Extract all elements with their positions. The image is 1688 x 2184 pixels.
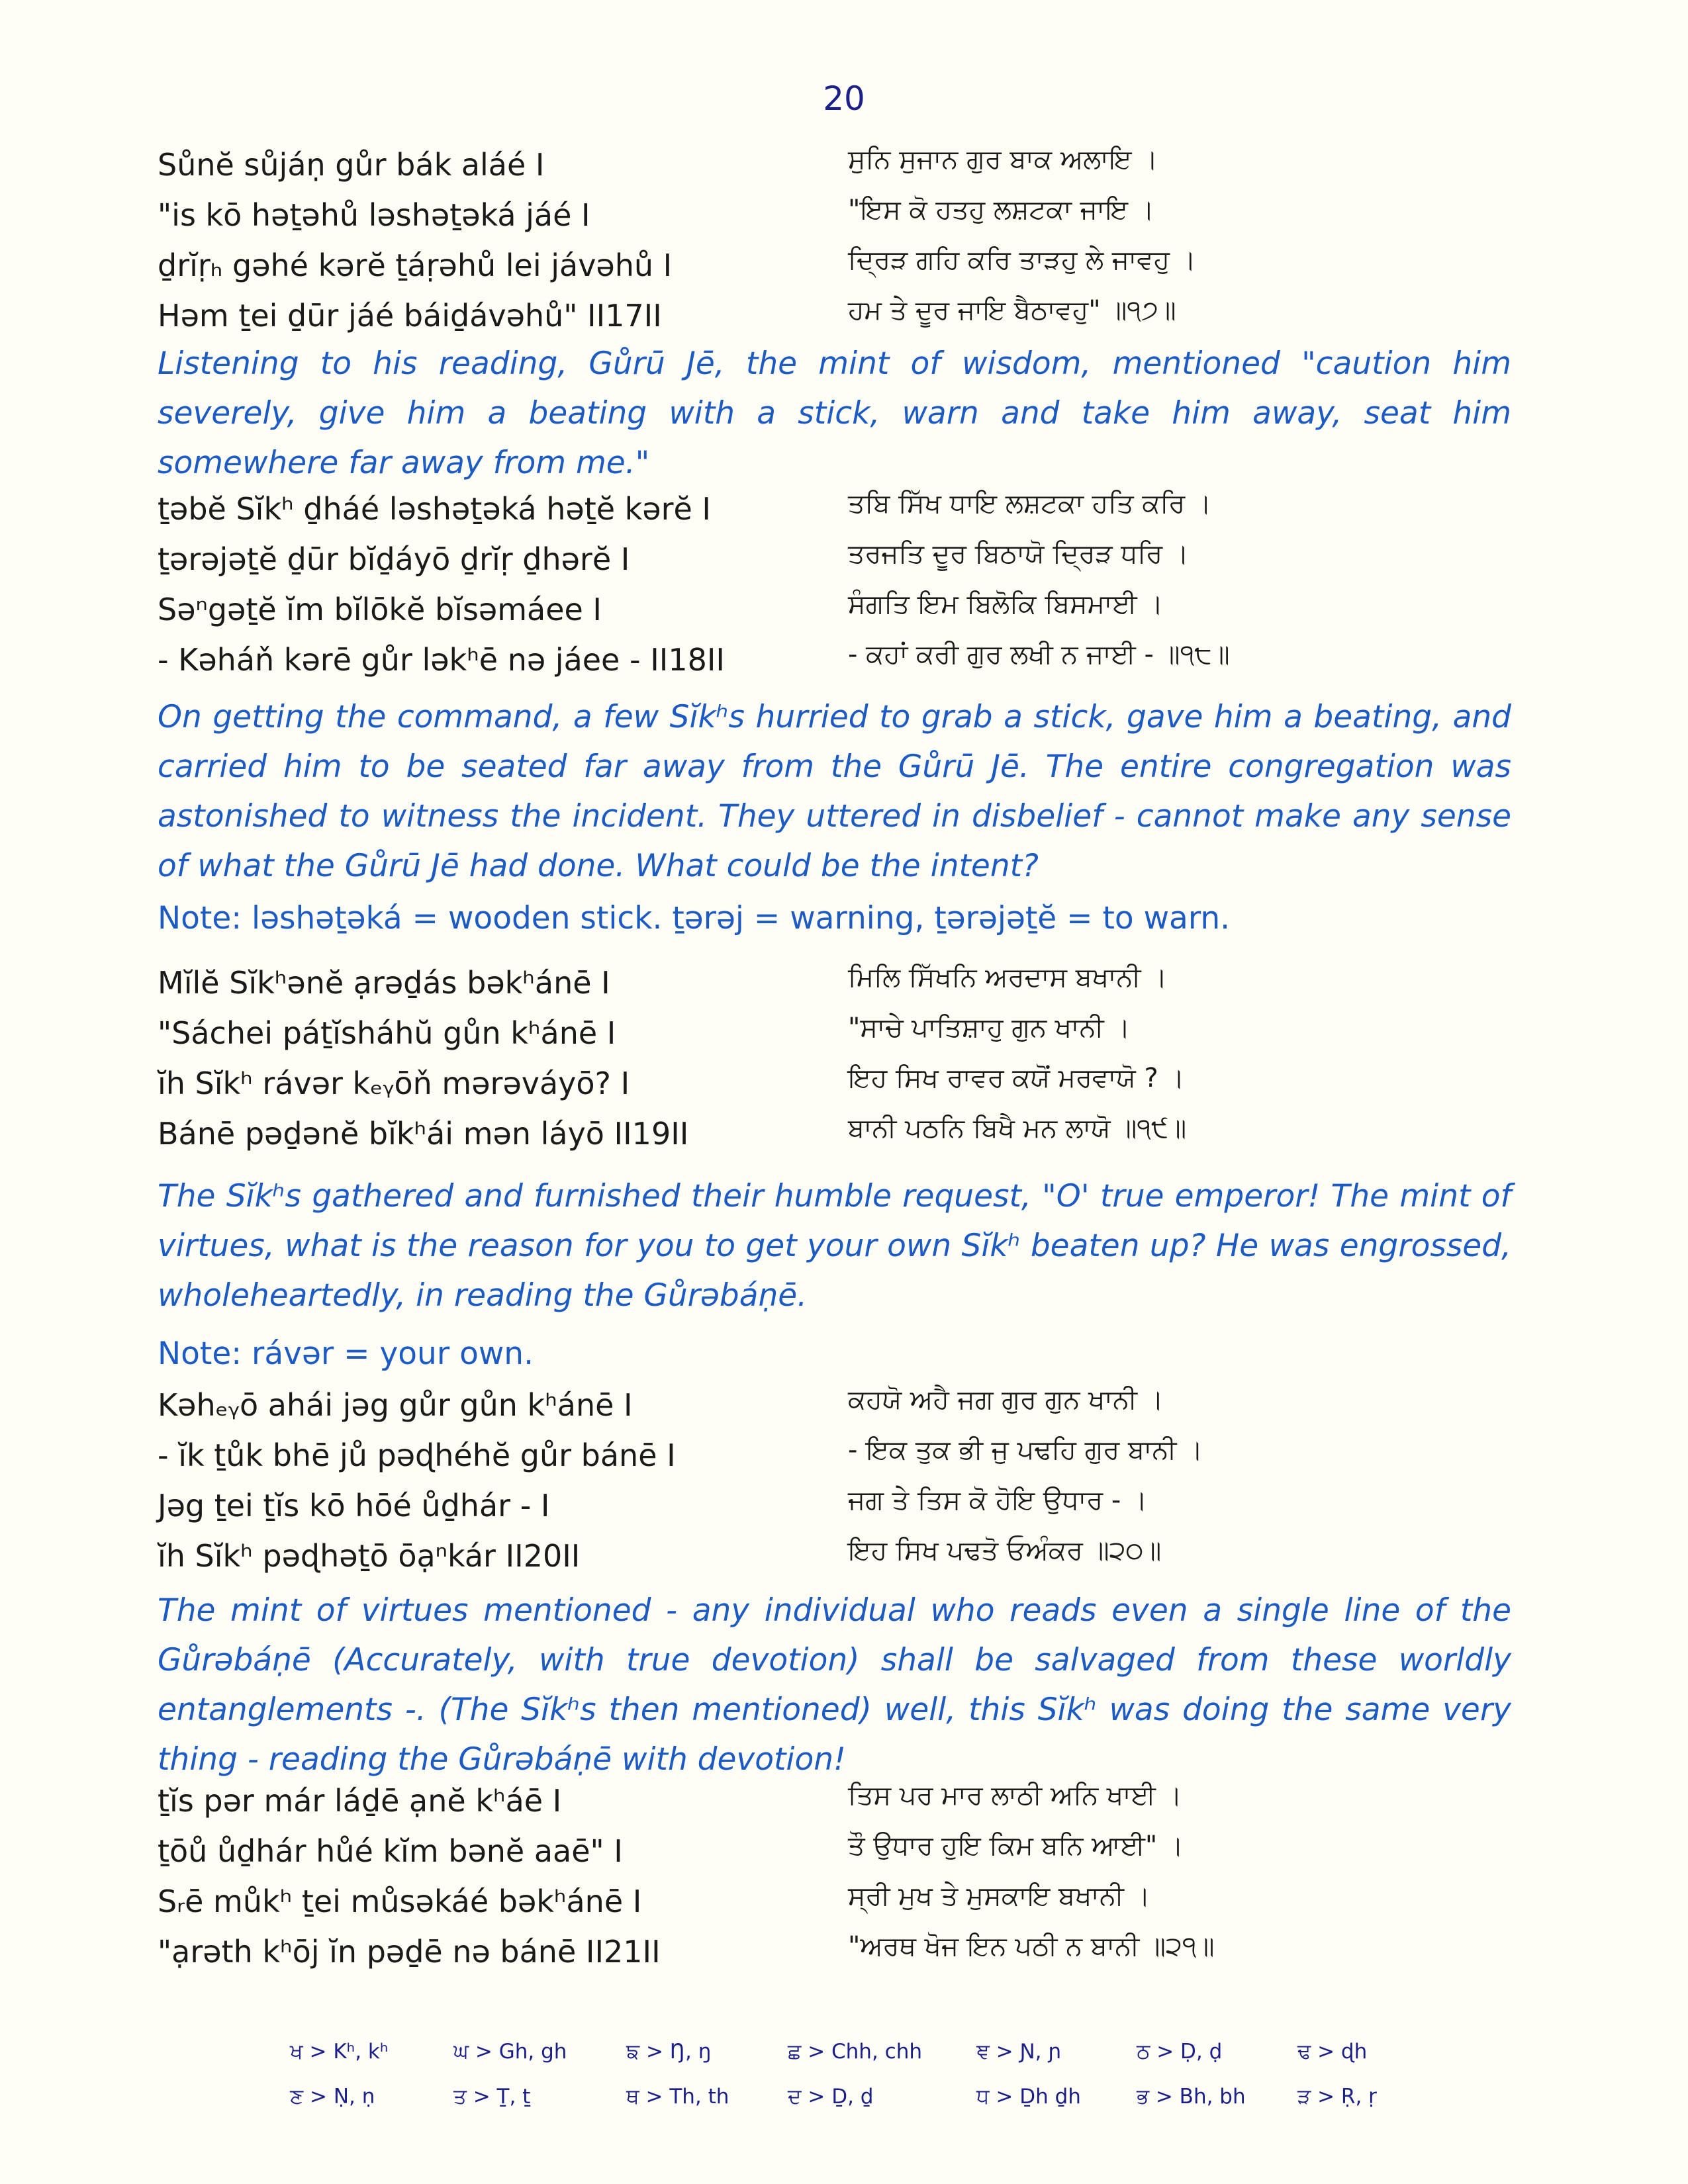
verse-gurmukhi: ਇਹ ਸਿਖ ਪਢਤੋ ਓਅੰਕਰ ॥੨੦॥ [848, 1535, 1162, 1566]
verse-stanza [158, 488, 1511, 692]
verse-line [158, 1015, 1511, 1066]
verse-line [158, 197, 1511, 248]
verse-line [158, 1535, 1511, 1588]
legend-item: ੜ > Ṛ, ṛ [1297, 2085, 1377, 2109]
verse-roman: ṯōů ůḏhár hůé kĭm bənĕ aaē" I [158, 1833, 623, 1869]
verse-line [158, 144, 1511, 197]
note [158, 893, 1511, 943]
legend-item: ਦ > Ḏ, ḏ [788, 2085, 874, 2109]
verse-gurmukhi: - ਇਕ ਤੁਕ ਭੀ ਜੁ ਪਢਹਿ ਗੁਰ ਬਾਨੀ । [848, 1435, 1203, 1465]
verse-roman: ṯĭs pər már láḏē ạnĕ kʰáē I [158, 1783, 562, 1819]
verse-roman: Mĭlĕ Sĭkʰənĕ ạrəḏás bəkʰánē I [158, 965, 610, 1001]
verse-line [158, 1063, 1511, 1116]
verse-roman: - Kəháň kərē gůr ləkʰē nə jáee - II18II [158, 642, 725, 678]
verse-roman: Sᵣē můkʰ ṯei můsəkáé bəkʰánē I [158, 1884, 642, 1919]
verse-line [158, 1485, 1511, 1538]
legend-item: ਧ > Ḏh ḏh [976, 2085, 1081, 2109]
verse-stanza [158, 144, 1511, 348]
translation-paragraph [158, 1171, 1511, 1320]
verse-gurmukhi: ਮਿਲਿ ਸਿੱਖਨਿ ਅਰਦਾਸ ਬਖਾਨੀ । [848, 962, 1168, 993]
translation-text: Listening to his reading, Gůrū Jē, the mint of wisdom, mentioned "caution him severely, give him a beating with a stick, warn and take him away, seat him somewhere far away from me." [158, 345, 1511, 481]
verse-line [158, 1437, 1511, 1488]
verse-gurmukhi: ਤੌ ਉਧਾਰ ਹੁਇ ਕਿਮ ਬਨਿ ਆਈ" । [848, 1831, 1184, 1861]
legend-item: ਠ > Ḍ, ḍ [1137, 2040, 1223, 2064]
translation-text: The mint of virtues mentioned - any individual who reads even a single line of the Gůrəbáṇē (Accurately, with true devotion) shall be salvaged from these worldly entanglements -. (The Sĭkʰs then mentioned) well, this Sĭkʰ was doing the same very thing - reading the Gůrəbáṇē with devotion! [158, 1592, 1511, 1778]
verse-roman: ĭh Sĭkʰ rávər kₑᵧōň mərəváyō? I [158, 1066, 630, 1101]
verse-gurmukhi: "ਅਰਥ ਖੋਜ ਇਨ ਪਠੀ ਨ ਬਾਨੀ ॥੨੧॥ [848, 1931, 1215, 1962]
verse-gurmukhi: ਇਹ ਸਿਖ ਰਾਵਰ ਕਯੋਂ ਮਰਵਾਯੋ ? । [848, 1063, 1185, 1093]
verse-line [158, 1833, 1511, 1884]
verse-roman: - ĭk ṯůk bhē jů pəɖhéhĕ gůr bánē I [158, 1437, 676, 1473]
verse-line [158, 541, 1511, 592]
legend-item: ਛ > Chh, chh [788, 2040, 923, 2064]
verse-roman: ṯəbĕ Sĭkʰ ḏháé ləshəṯəká həṯĕ kərĕ I [158, 491, 711, 527]
verse-roman: Bánē pəḏənĕ bĭkʰái mən láyō II19II [158, 1116, 689, 1152]
verse-line [158, 1780, 1511, 1833]
legend-item: ਢ > ɖh [1297, 2040, 1368, 2064]
verse-gurmukhi: ਬਾਨੀ ਪਠਨਿ ਬਿਖੈ ਮਨ ਲਾਯੋ ॥੧੯॥ [848, 1113, 1187, 1144]
translation-paragraph [158, 339, 1511, 488]
verse-roman: "ạrəth kʰōj ĭn pəḏē nə bánē II21II [158, 1934, 661, 1970]
legend-item: ਖ > Kʰ, kʰ [290, 2040, 389, 2064]
verse-line [158, 488, 1511, 541]
verse-gurmukhi: "ਇਸ ਕੋ ਹਤਹੁ ਲਸ਼ਟਕਾ ਜਾਇ । [848, 195, 1154, 225]
page-number: 20 [823, 79, 865, 118]
verse-stanza [158, 962, 1511, 1166]
verse-line [158, 1881, 1511, 1934]
verse-gurmukhi: - ਕਹਾਂ ਕਰੀ ਗੁਰ ਲਖੀ ਨ ਜਾਈ - ॥੧੮॥ [848, 639, 1230, 670]
legend-item: ਘ > Gh, gh [453, 2040, 567, 2064]
note-text: Note: ləshəṯəká = wooden stick. ṯərəj = warning, ṯərəjəṯĕ = to warn. [158, 900, 1231, 936]
verse-line [158, 962, 1511, 1015]
verse-gurmukhi: ਜਗ ਤੇ ਤਿਸ ਕੋ ਹੋਇ ਉਧਾਰ - । [848, 1485, 1148, 1516]
translation-paragraph [158, 1586, 1511, 1784]
verse-stanza [158, 1780, 1511, 1984]
verse-line [158, 1387, 1511, 1437]
verse-roman: Sůnĕ sůjáṇ gůr bák aláé I [158, 147, 545, 183]
translation-text: On getting the command, a few Sĭkʰs hurried to grab a stick, gave him a beating, and carried him to be seated far away from the Gůrū Jē. The entire congregation was astonished to witness the incident. They uttered in disbelief - cannot make any sense of what the Gůrū Jē had done. What could be the intent? [158, 699, 1511, 884]
verse-gurmukhi: ਹਮ ਤੇ ਦੂਰ ਜਾਇ ਬੈਠਾਵਹੁ" ॥੧੭॥ [848, 295, 1176, 326]
verse-roman: ṯərəjəṯĕ ḏūr bĭḏáyō ḏrĭṛ ḏhərĕ I [158, 541, 630, 577]
verse-gurmukhi: ਸੁਨਿ ਸੁਜਾਨ ਗੁਰ ਬਾਕ ਅਲਾਇ । [848, 144, 1158, 175]
verse-gurmukhi: ਤਰਜਤਿ ਦੂਰ ਬਿਠਾਯੋ ਦ੍ਰਿੜ ਧਰਿ । [848, 539, 1189, 569]
verse-line [158, 1113, 1511, 1166]
translation-text: The Sĭkʰs gathered and furnished their humble request, "O' true emperor! The mint of virtues, what is the reason for you to get your own Sĭkʰ beaten up? He was engrossed, wholeheartedly, in reading the Gůrəbáṇē. [158, 1178, 1511, 1314]
verse-line [158, 589, 1511, 642]
translation-paragraph [158, 692, 1511, 891]
verse-line [158, 639, 1511, 692]
note [158, 1329, 1511, 1379]
verse-gurmukhi: ਤਬਿ ਸਿੱਖ ਧਾਇ ਲਸ਼ਟਕਾ ਹਤਿ ਕਰਿ । [848, 488, 1212, 519]
verse-stanza [158, 1387, 1511, 1588]
verse-roman: Jəg ṯei ṯĭs kō hōé ůḏhár - I [158, 1488, 550, 1524]
verse-roman: Səⁿgəṯĕ ĭm bĭlōkĕ bĭsəmáee I [158, 592, 602, 627]
legend-item: ਞ > Ɲ, ɲ [976, 2040, 1062, 2064]
legend-item: ਤ > Ṯ, ṯ [453, 2085, 531, 2109]
legend-item: ਙ > Ŋ, ŋ [626, 2040, 712, 2064]
verse-gurmukhi: ਸ੍ਰੀ ਮੁਖ ਤੇ ਮੁਸਕਾਇ ਬਖਾਨੀ । [848, 1881, 1150, 1911]
legend-item: ਥ > Th, th [626, 2085, 729, 2109]
verse-roman: "is kō həṯəhů ləshəṯəká jáé I [158, 197, 590, 233]
verse-roman: Həm ṯei ḏūr jáé báiḏávəhů" II17II [158, 298, 662, 334]
verse-gurmukhi: ਤਿਸ ਪਰ ਮਾਰ ਲਾਠੀ ਅਨਿ ਖਾਈ । [848, 1780, 1182, 1811]
note-text: Note: rávər = your own. [158, 1336, 534, 1372]
legend-item: ਣ > Ṇ, ṇ [290, 2085, 375, 2109]
verse-line [158, 1931, 1511, 1984]
verse-roman: ĭh Sĭkʰ pəɖhəṯō ōạⁿkár II20II [158, 1538, 581, 1574]
verse-roman: Kəhₑᵧō ahái jəg gůr gůn kʰánē I [158, 1387, 633, 1423]
verse-line [158, 245, 1511, 298]
verse-gurmukhi: ਕਹਯੋ ਅਹੈ ਜਗ ਗੁਰ ਗੁਨ ਖਾਨੀ । [848, 1385, 1164, 1415]
legend-item: ਭ > Bh, bh [1137, 2085, 1246, 2109]
verse-gurmukhi: ਸੰਗਤਿ ਇਮ ਬਿਲੋਕਿ ਬਿਸਮਾਈ । [848, 589, 1164, 619]
verse-gurmukhi: ਦ੍ਰਿੜ ਗਹਿ ਕਰਿ ਤਾੜਹੁ ਲੇ ਜਾਵਹੁ । [848, 245, 1196, 275]
verse-roman: ḏrĭṛₕ gəhé kərĕ ṯáṛəhů lei jávəhů I [158, 248, 673, 283]
verse-roman: "Sáchei páṯĭsháhŭ gůn kʰánē I [158, 1015, 616, 1051]
verse-gurmukhi: "ਸਾਚੇ ਪਾਤਿਸ਼ਾਹੁ ਗੁਨ ਖਾਨੀ । [848, 1013, 1131, 1043]
